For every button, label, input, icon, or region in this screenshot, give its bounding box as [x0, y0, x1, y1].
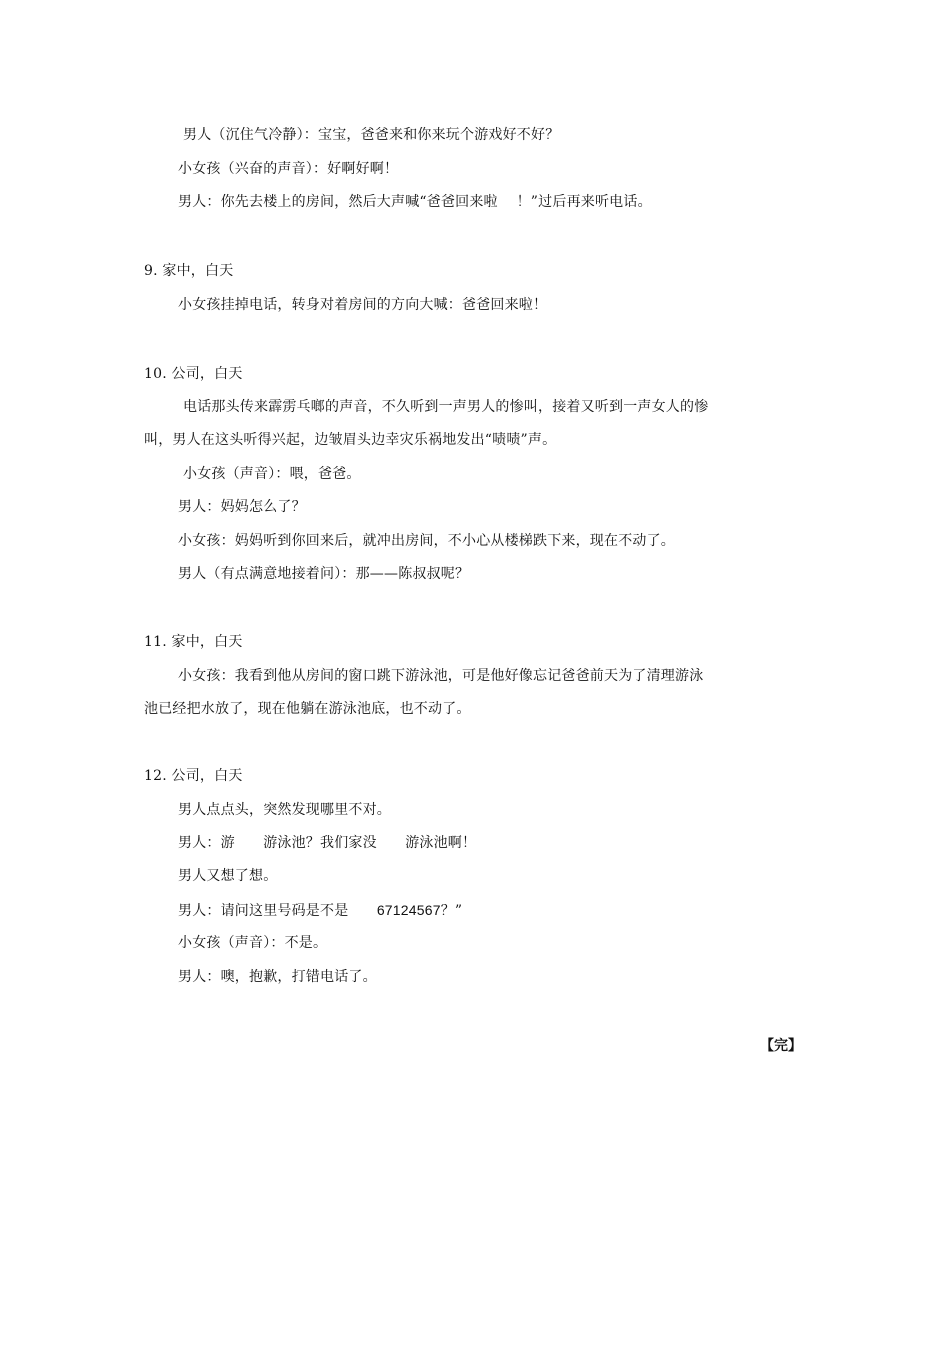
action-line: 小女孩挂掉电话，转身对着房间的方向大喊：爸爸回来啦！ — [178, 297, 548, 313]
dialogue-line: 小女孩（声音）：喂，爸爸。 — [183, 466, 361, 482]
dialogue-text: 男人：请问这里号码是不是 — [178, 903, 377, 919]
phone-number: 67124567 — [376, 902, 441, 918]
end-mark: 【完】 — [760, 1038, 802, 1054]
scene-heading: 11. 家中，白天 — [144, 634, 243, 650]
action-line: 男人点点头，突然发现哪里不对。 — [178, 802, 391, 818]
dialogue-line: 男人（有点满意地接着问）：那——陈叔叔呢？ — [178, 566, 470, 582]
dialogue-line: 男人：噢，抱歉，打错电话了。 — [178, 969, 377, 985]
scene-heading: 9. 家中，白天 — [144, 263, 234, 279]
action-paragraph-line: 叫，男人在这头听得兴起，边皱眉头边幸灾乐祸地发出“啧啧”声。 — [144, 432, 557, 448]
dialogue-paragraph-line: 池已经把水放了，现在他躺在游泳池底，也不动了。 — [144, 701, 471, 717]
scene-heading: 10. 公司，白天 — [144, 366, 243, 382]
dialogue-line: 小女孩（声音）：不是。 — [178, 935, 328, 951]
dialogue-line: 男人：游 游泳池？我们家没 游泳池啊！ — [178, 835, 477, 851]
action-paragraph-line: 电话那头传来霹雳乓啷的声音，不久听到一声男人的惨叫，接着又听到一声女人的惨 — [183, 399, 709, 415]
dialogue-text: ？” — [440, 903, 463, 919]
dialogue-paragraph-line: 小女孩：我看到他从房间的窗口跳下游泳池，可是他好像忘记爸爸前天为了清理游泳 — [178, 668, 704, 684]
dialogue-line: 小女孩（兴奋的声音）：好啊好啊！ — [178, 161, 399, 177]
action-line: 男人又想了想。 — [178, 868, 278, 884]
scene-heading: 12. 公司，白天 — [144, 768, 243, 784]
dialogue-line: 男人（沉住气冷静）：宝宝，爸爸来和你来玩个游戏好不好？ — [183, 127, 560, 143]
dialogue-line — [178, 900, 462, 921]
dialogue-line: 小女孩：妈妈听到你回来后，就冲出房间，不小心从楼梯跌下来，现在不动了。 — [178, 533, 675, 549]
dialogue-line: 男人：妈妈怎么了？ — [178, 499, 306, 515]
dialogue-line: 男人：你先去楼上的房间，然后大声喊“爸爸回来啦 ！”过后再来听电话。 — [178, 194, 652, 210]
